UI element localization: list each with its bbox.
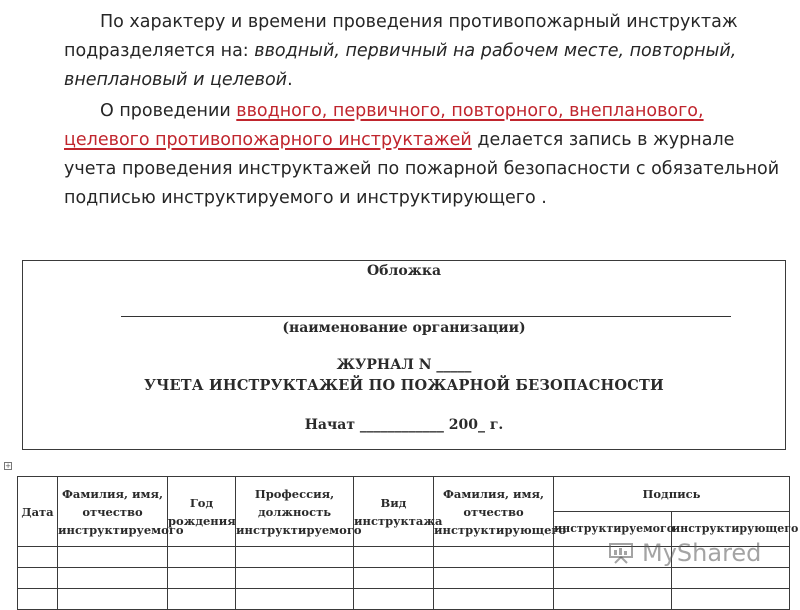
organization-caption: (наименование организации) [282,320,526,336]
table-cell [672,589,790,610]
table-header-row [18,477,790,512]
table-cell [58,589,168,610]
table-cell [434,589,554,610]
col-date-header: Дата [18,477,58,547]
p1-briefing-types-italic: вводный, первичный на рабочем месте, повторный, внеплановый и целевой [64,41,737,90]
paragraph-briefing-types [64,8,784,95]
p1-main-text: По характеру и времени проведения противопожарный инструктаж подразделяется на: [64,12,738,61]
presentation-board-icon [608,542,634,564]
table-move-handle-icon[interactable]: + [5,462,11,470]
paragraph-journal-record [64,97,784,213]
table-cell [354,547,434,568]
slide-text [64,8,784,213]
table-cell [18,568,58,589]
table-cell [236,547,354,568]
table-row [18,568,790,589]
table-cell [554,589,672,610]
myshared-watermark [608,536,788,570]
col-instructor-name-header: Фамилия, имя, отчество инструктирующего [434,477,554,547]
col-signature-trainee-header: инструктируемого [554,512,672,547]
journal-subtitle: УЧЕТА ИНСТРУКТАЖЕЙ ПО ПОЖАРНОЙ БЕЗОПАСНОСТИ [144,377,664,394]
table-cell [672,568,790,589]
table-cell [18,547,58,568]
table-row [18,589,790,610]
watermark-text: MyShared [642,539,762,567]
table-cell [168,568,236,589]
col-briefing-type-header: Вид инструктажа [354,477,434,547]
table-cell [168,589,236,610]
table-cell [554,568,672,589]
p2-rest-text: делается запись в журнале учета проведения инструктажей по пожарной безопасности с обязательной подписью инструктируемого и инструктирующего . [64,130,780,208]
table-cell [58,547,168,568]
table-cell [236,589,354,610]
p2-highlighted-text: вводного, первичного, повторного, внепланового, целевого противопожарного инструктажей [64,101,704,150]
table-cell [168,547,236,568]
col-birth-year-header: Год рождения [168,477,236,547]
table-cell [354,589,434,610]
p1-end: . [287,70,293,90]
journal-number-line: ЖУРНАЛ N _____ [336,357,472,373]
table-cell [236,568,354,589]
organization-name-line [121,316,731,317]
table-cell [434,568,554,589]
p2-start-text: О проведении [100,101,237,121]
table-cell [354,568,434,589]
col-signature-header: Подпись [554,477,790,512]
table-cell [58,568,168,589]
col-profession-header: Профессия, должность инструктируемого [236,477,354,547]
cover-title: Обложка [366,263,442,279]
table-cell [18,589,58,610]
journal-cover-box [22,260,786,450]
col-signature-instructor-header: инструктирующего [672,512,790,547]
journal-started-line: Начат ____________ 200_ г. [304,417,504,433]
table-cell [434,547,554,568]
col-trainee-name-header: Фамилия, имя, отчество инструктируемого [58,477,168,547]
